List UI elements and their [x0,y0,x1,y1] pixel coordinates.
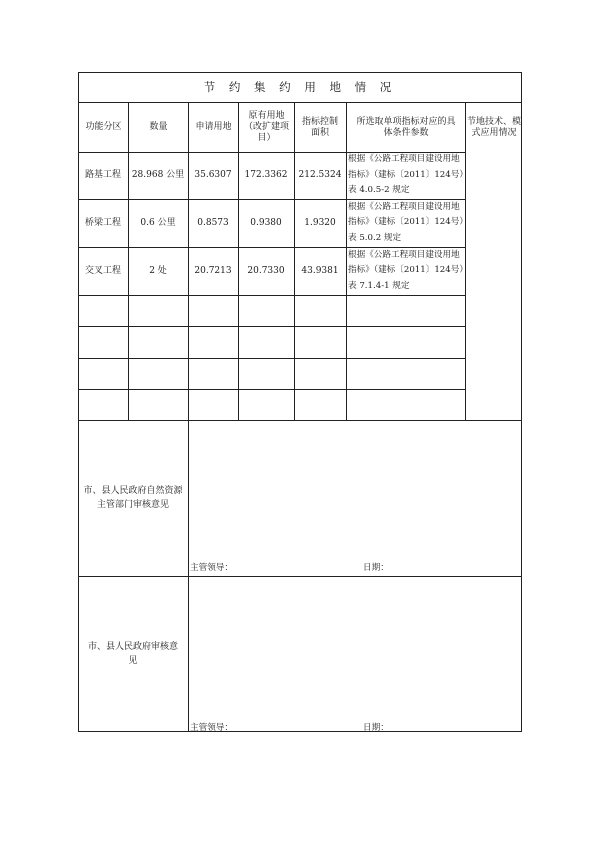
header-area: 功能分区 [85,122,122,132]
header-applied: 申请用地 [195,122,232,132]
cell-indicator: 43.9381 [301,265,339,276]
cell-existing: 0.9380 [250,217,282,228]
cell-conditions: 根据《公路工程项目建设用地指标》（建标〔2011〕124号）表 5.0.2 规定 [348,201,464,243]
cell-applied: 0.8573 [197,217,229,228]
review1-date-label: 日期： [363,563,389,573]
review1-leader-label: 主管领导： [190,563,233,573]
column-divider [465,102,466,420]
cell-applied: 20.7213 [194,265,232,276]
cell-existing: 20.7330 [247,265,285,276]
row-divider [78,326,466,327]
table-title: 节 约 集 约 用 地 情 况 [203,79,397,94]
review1-label: 市、县人民政府自然资源主管部门审核意见 [83,486,183,510]
header-tech: 节地技术、模式应用情况 [467,116,522,138]
review-divider [188,420,189,732]
review2-label: 市、县人民政府审核意见 [88,642,179,666]
cell-area: 路基工程 [84,170,121,180]
row-divider [78,358,466,359]
row-divider [78,389,466,390]
review2-date-label: 日期： [363,723,389,733]
cell-conditions: 根据《公路工程项目建设用地指标》（建标〔2011〕124号）表 7.1.4-1 规定 [348,249,464,291]
header-existing: 原有用地（改扩建项目） [243,111,289,143]
cell-applied: 35.6307 [194,170,232,180]
row-divider [78,295,466,296]
cell-quantity: 28.968 公里 [131,170,185,180]
cell-indicator: 212.5324 [298,170,342,180]
cell-quantity: 0.6 公里 [140,217,176,228]
header-indicator: 指标控制面积 [301,116,338,138]
cell-conditions: 根据《公路工程项目建设用地指标》（建标〔2011〕124号）表 4.0.5-2 规定 [348,154,464,196]
cell-existing: 172.3362 [244,170,288,180]
header-conditions: 所选取单项指标对应的具体条件参数 [356,116,456,138]
cell-area: 桥梁工程 [84,217,121,228]
header-quantity: 数量 [149,122,168,132]
cell-indicator: 1.9320 [304,217,336,228]
review2-leader-label: 主管领导： [190,723,233,733]
cell-quantity: 2 处 [149,265,167,276]
cell-area: 交叉工程 [84,265,121,276]
